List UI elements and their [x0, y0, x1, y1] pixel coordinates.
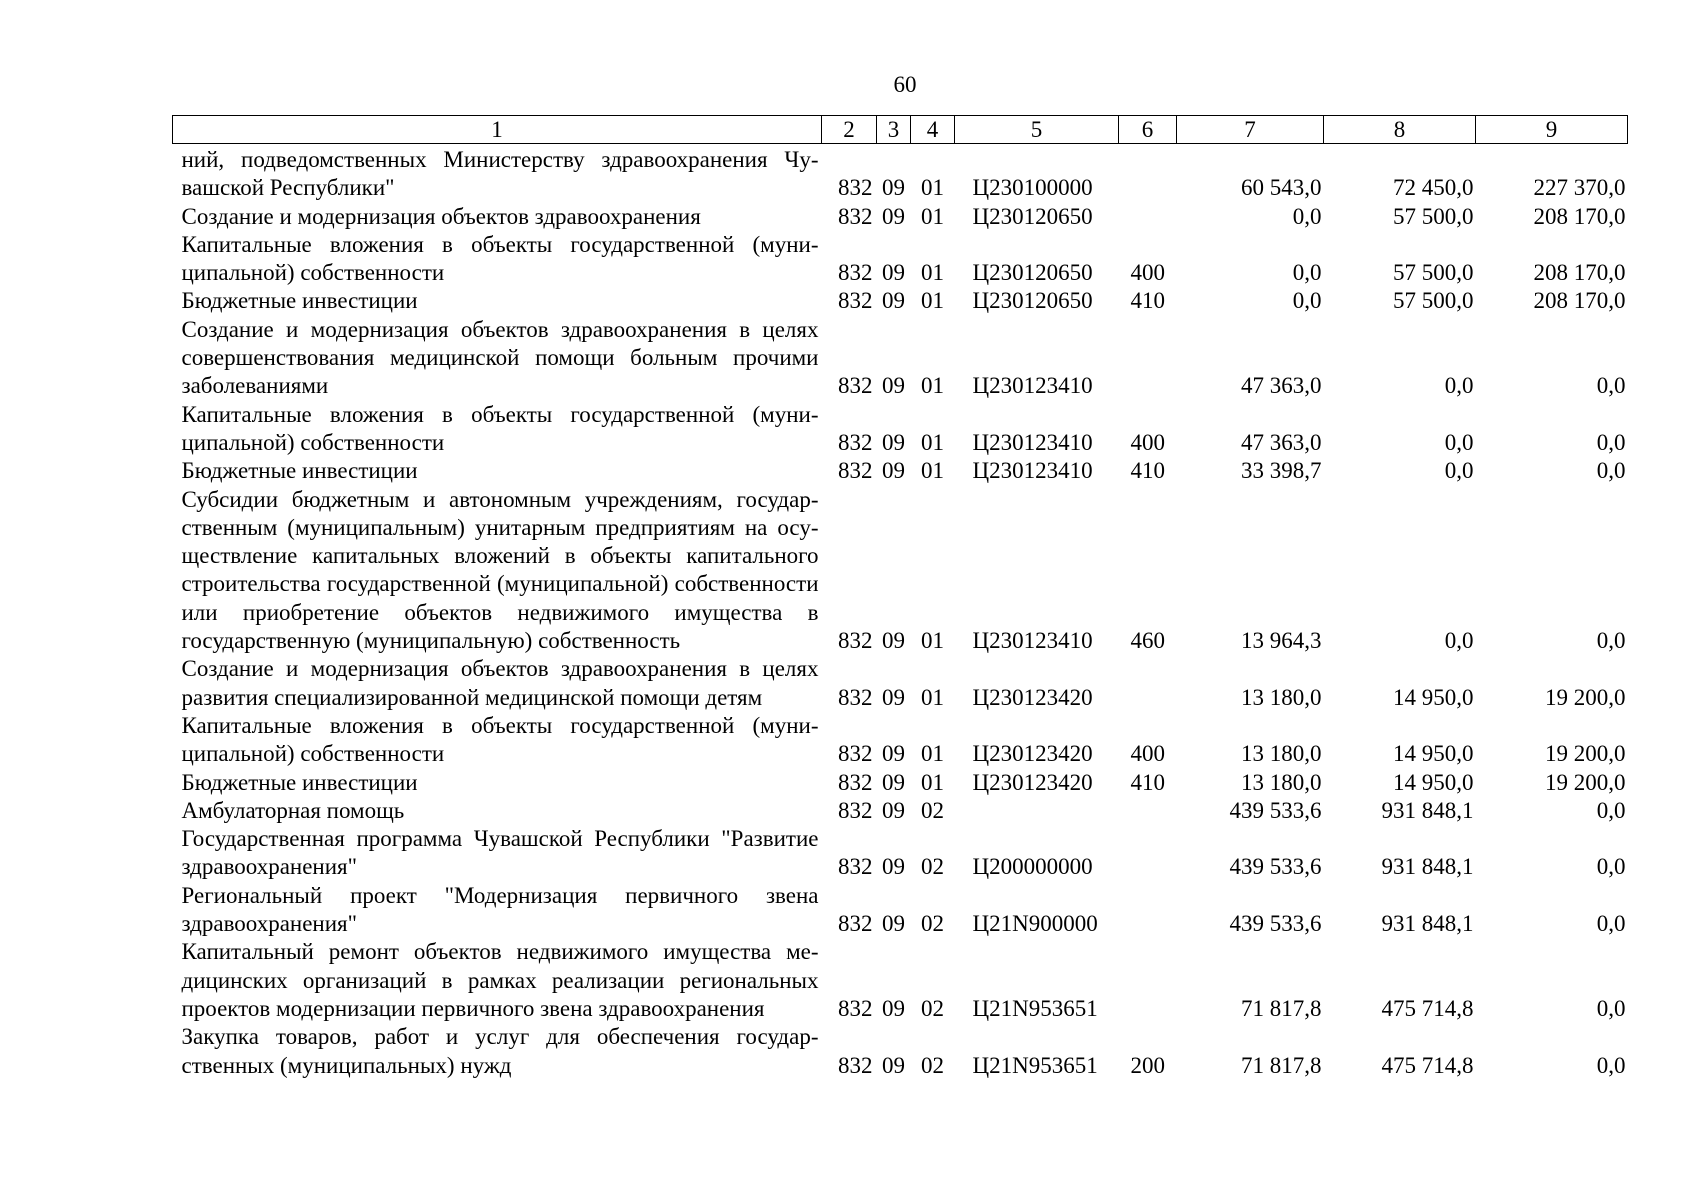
column-header-target-article: 5: [955, 116, 1119, 144]
target-article-code: Ц200000000: [972, 854, 1093, 880]
section-code: 09: [882, 1052, 905, 1078]
column-header-amount-3: 9: [1476, 116, 1628, 144]
expense-type-code: 400: [1130, 429, 1165, 455]
ministry-code: 832: [838, 288, 873, 314]
target-article-code: [955, 797, 1119, 825]
amount-2: 475 714,8: [1381, 995, 1474, 1021]
table-row: [173, 655, 1628, 712]
row-name: Амбулаторная помощь: [181, 797, 405, 823]
amount-3: 0,0: [1596, 911, 1626, 937]
ministry-code: 832: [838, 458, 873, 484]
ministry-code: 832: [838, 797, 873, 823]
amount-3: 19 200,0: [1545, 741, 1626, 767]
ministry-code: 832: [838, 260, 873, 286]
row-name: Субсидии бюджетным и автономным учреждениям, государственным (муниципальным) унитарным предприятиям на осуществление капитальных вложений в объекты капитального строительства государственной (муниципальной) собственности или приобретение объектов недвижимого имущества в государственную (муниципальную) собственность: [181, 486, 819, 654]
amount-3: 0,0: [1596, 628, 1626, 654]
section-code: 09: [882, 911, 905, 937]
amount-3: 208 170,0: [1533, 260, 1626, 286]
expense-type-code: [1119, 797, 1177, 825]
amount-3: 0,0: [1596, 373, 1626, 399]
target-article-code: Ц230120650: [972, 203, 1093, 229]
target-article-code: Ц21N953651: [972, 1052, 1098, 1078]
section-code: 09: [882, 288, 905, 314]
ministry-code: 832: [838, 684, 873, 710]
amount-1: 0,0: [1292, 260, 1322, 286]
subsection-code: 01: [921, 628, 944, 654]
target-article-code: Ц230123420: [972, 769, 1093, 795]
amount-1: 13 964,3: [1241, 628, 1322, 654]
subsection-code: 02: [921, 911, 944, 937]
ministry-code: 832: [838, 911, 873, 937]
column-number-header: [173, 116, 1628, 144]
expense-type-code: 410: [1130, 458, 1165, 484]
section-code: 09: [882, 684, 905, 710]
table-row: [173, 825, 1628, 882]
amount-2: 57 500,0: [1393, 288, 1474, 314]
target-article-code: Ц230123410: [972, 628, 1093, 654]
amount-1: 47 363,0: [1241, 373, 1322, 399]
amount-2: 14 950,0: [1393, 769, 1474, 795]
expense-type-code: [1119, 144, 1177, 203]
amount-1: 13 180,0: [1241, 741, 1322, 767]
table-body: [173, 144, 1628, 1080]
row-name: Капитальные вложения в объекты государственной (муниципальной) собственности: [181, 712, 819, 767]
ministry-code: 832: [838, 1052, 873, 1078]
target-article-code: Ц21N900000: [972, 911, 1098, 937]
table-row: [173, 882, 1628, 939]
amount-3: 0,0: [1596, 854, 1626, 880]
target-article-code: Ц230100000: [972, 175, 1093, 201]
table-row: [173, 769, 1628, 797]
amount-2: 475 714,8: [1381, 1052, 1474, 1078]
row-name: Региональный проект "Модернизация первичного звена здравоохранения": [181, 882, 819, 937]
expense-type-code: [1119, 825, 1177, 882]
table-row: [173, 401, 1628, 458]
target-article-code: Ц230123410: [972, 373, 1093, 399]
amount-2: 0,0: [1444, 458, 1474, 484]
amount-2: 931 848,1: [1381, 911, 1474, 937]
amount-3: 0,0: [1596, 1052, 1626, 1078]
expense-type-code: [1119, 316, 1177, 401]
amount-3: 208 170,0: [1533, 203, 1626, 229]
expense-type-code: 410: [1130, 288, 1165, 314]
row-name: Бюджетные инвестиции: [181, 458, 418, 484]
column-header-section: 3: [877, 116, 911, 144]
amount-1: 0,0: [1292, 203, 1322, 229]
amount-2: 931 848,1: [1381, 797, 1474, 823]
target-article-code: Ц230123420: [972, 684, 1093, 710]
section-code: 09: [882, 769, 905, 795]
row-name: Закупка товаров, работ и услуг для обеспечения государственных (муниципальных) нужд: [181, 1024, 819, 1078]
amount-1: 47 363,0: [1241, 429, 1322, 455]
amount-3: 0,0: [1596, 458, 1626, 484]
target-article-code: Ц230120650: [972, 260, 1093, 286]
table-row: [173, 316, 1628, 401]
subsection-code: 02: [921, 1052, 944, 1078]
amount-1: 439 533,6: [1229, 911, 1322, 937]
amount-3: 0,0: [1596, 429, 1626, 455]
table-row: [173, 712, 1628, 769]
amount-3: 0,0: [1596, 995, 1626, 1021]
expense-type-code: 410: [1130, 769, 1165, 795]
table-row: [173, 1023, 1628, 1080]
expense-type-code: [1119, 938, 1177, 1023]
subsection-code: 01: [921, 288, 944, 314]
column-header-expense-type: 6: [1119, 116, 1177, 144]
row-name: Государственная программа Чувашской Республики "Развитие здравоохранения": [181, 826, 819, 880]
row-name: Капитальные вложения в объекты государственной (муниципальной) собственности: [181, 401, 819, 455]
subsection-code: 01: [921, 769, 944, 795]
section-code: 09: [882, 854, 905, 880]
section-code: 09: [882, 429, 905, 455]
amount-1: 71 817,8: [1241, 995, 1322, 1021]
section-code: 09: [882, 741, 905, 767]
amount-2: 72 450,0: [1393, 175, 1474, 201]
subsection-code: 01: [921, 684, 944, 710]
amount-1: 0,0: [1292, 288, 1322, 314]
section-code: 09: [882, 203, 905, 229]
amount-2: 57 500,0: [1393, 203, 1474, 229]
column-header-ministry: 2: [822, 116, 877, 144]
amount-3: 0,0: [1596, 797, 1626, 823]
section-code: 09: [882, 373, 905, 399]
target-article-code: Ц230123420: [972, 741, 1093, 767]
expense-type-code: 460: [1130, 628, 1165, 654]
expense-type-code: 200: [1130, 1052, 1165, 1078]
amount-3: 19 200,0: [1545, 684, 1626, 710]
amount-1: 439 533,6: [1229, 797, 1322, 823]
amount-1: 71 817,8: [1241, 1052, 1322, 1078]
subsection-code: 01: [921, 203, 944, 229]
subsection-code: 01: [921, 260, 944, 286]
ministry-code: 832: [838, 741, 873, 767]
target-article-code: Ц230123410: [972, 429, 1093, 455]
expense-type-code: 400: [1130, 260, 1165, 286]
table-row: [173, 203, 1628, 231]
column-header-subsection: 4: [911, 116, 955, 144]
amount-3: 227 370,0: [1533, 175, 1626, 201]
table-row: [173, 457, 1628, 485]
budget-allocation-table: [172, 115, 1628, 1080]
amount-1: 13 180,0: [1241, 769, 1322, 795]
amount-2: 0,0: [1444, 628, 1474, 654]
ministry-code: 832: [838, 995, 873, 1021]
amount-1: 13 180,0: [1241, 684, 1322, 710]
amount-1: 60 543,0: [1241, 175, 1322, 201]
subsection-code: 02: [921, 854, 944, 880]
ministry-code: 832: [838, 373, 873, 399]
subsection-code: 01: [921, 175, 944, 201]
expense-type-code: [1119, 655, 1177, 712]
column-header-name: 1: [173, 116, 822, 144]
subsection-code: 02: [921, 995, 944, 1021]
table-row: [173, 797, 1628, 825]
subsection-code: 01: [921, 429, 944, 455]
table-row: [173, 287, 1628, 315]
amount-3: 19 200,0: [1545, 769, 1626, 795]
amount-2: 14 950,0: [1393, 741, 1474, 767]
subsection-code: 01: [921, 741, 944, 767]
amount-2: 931 848,1: [1381, 854, 1474, 880]
target-article-code: Ц230120650: [972, 288, 1093, 314]
section-code: 09: [882, 628, 905, 654]
ministry-code: 832: [838, 628, 873, 654]
row-name: ний, подведомственных Министерству здравоохранения Чувашской Республики": [181, 147, 819, 201]
target-article-code: Ц230123410: [972, 458, 1093, 484]
ministry-code: 832: [838, 203, 873, 229]
ministry-code: 832: [838, 769, 873, 795]
ministry-code: 832: [838, 854, 873, 880]
subsection-code: 01: [921, 373, 944, 399]
section-code: 09: [882, 260, 905, 286]
table-row: [173, 486, 1628, 656]
amount-3: 208 170,0: [1533, 288, 1626, 314]
ministry-code: 832: [838, 175, 873, 201]
row-name: Создание и модернизация объектов здравоохранения в целях развития специализированной медицинской помощи детям: [181, 656, 819, 710]
subsection-code: 01: [921, 458, 944, 484]
amount-1: 33 398,7: [1241, 458, 1322, 484]
amount-1: 439 533,6: [1229, 854, 1322, 880]
column-header-amount-1: 7: [1177, 116, 1324, 144]
table-row: [173, 231, 1628, 288]
table-row: [173, 144, 1628, 203]
section-code: 09: [882, 797, 905, 823]
row-name: Бюджетные инвестиции: [181, 769, 418, 795]
expense-type-code: [1119, 203, 1177, 231]
row-name: Капитальный ремонт объектов недвижимого имущества медицинских организаций в рамках реализации региональных проектов модернизации первичного звена здравоохранения: [181, 939, 819, 1021]
row-name: Создание и модернизация объектов здравоохранения: [181, 203, 701, 229]
ministry-code: 832: [838, 429, 873, 455]
table-row: [173, 938, 1628, 1023]
row-name: Бюджетные инвестиции: [181, 288, 418, 314]
target-article-code: Ц21N953651: [972, 995, 1098, 1021]
section-code: 09: [882, 458, 905, 484]
page-number: 60: [893, 72, 917, 97]
amount-2: 0,0: [1444, 429, 1474, 455]
expense-type-code: [1119, 882, 1177, 939]
amount-2: 57 500,0: [1393, 260, 1474, 286]
section-code: 09: [882, 995, 905, 1021]
row-name: Создание и модернизация объектов здравоохранения в целях совершенствования медицинской помощи больным прочими заболеваниями: [181, 316, 819, 399]
column-header-amount-2: 8: [1324, 116, 1476, 144]
subsection-code: 02: [921, 797, 944, 823]
section-code: 09: [882, 175, 905, 201]
amount-2: 0,0: [1444, 373, 1474, 399]
amount-2: 14 950,0: [1393, 684, 1474, 710]
row-name: Капитальные вложения в объекты государственной (муниципальной) собственности: [181, 231, 819, 286]
expense-type-code: 400: [1130, 741, 1165, 767]
